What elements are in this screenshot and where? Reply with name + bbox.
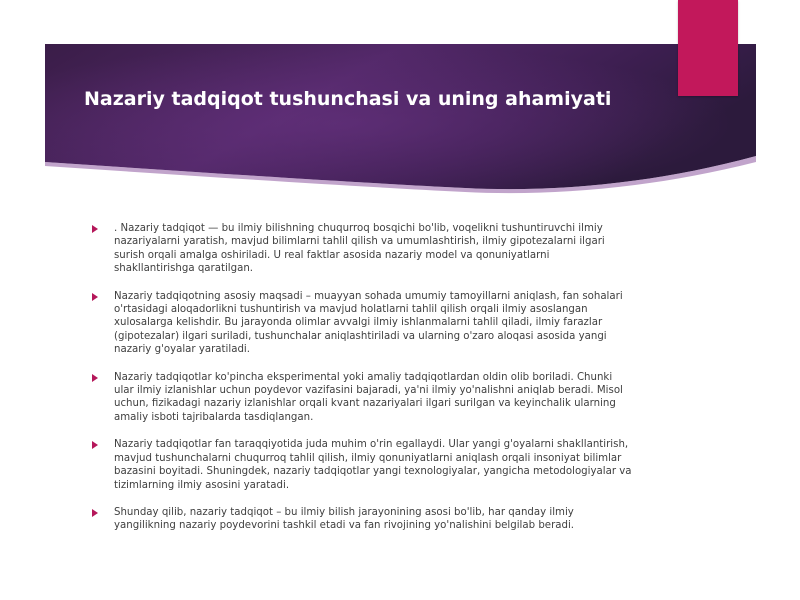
- triangle-right-icon: [92, 225, 98, 233]
- list-item-text: Nazariy tadqiqotning asosiy maqsadi – muayyan sohada umumiy tamoyillarni aniqlash, fan sohalari o'rtasidagi aloqadorlikni tushuntirish va mavjud holatlarni tahlil qilish orqali ilmiy asoslangan xulosalarga kelishdir. Bu jarayonda olimlar avvalgi ilmiy ishlanmalarni tahlil qiladi, ilmiy farazlar (gipotezalar) ilgari suriladi, tushunchalar aniqlashtiriladi va ularning o'zaro aloqasi asosida yangi nazariy g'oyalar yaratiladi.: [114, 290, 623, 356]
- list-item-text: . Nazariy tadqiqot — bu ilmiy bilishning chuqurroq bosqichi bo'lib, voqelikni tushuntiruvchi ilmiy nazariyalarni yaratish, mavjud bilimlarni tahlil qilish va umumlashtirish, ilmiy gipotezalarni ilgari surish orqali amalga oshiriladi. U real faktlar asosida nazariy model va qonuniyatlarni shakllantirishga qaratilgan.: [114, 223, 605, 275]
- triangle-right-icon: [92, 441, 98, 449]
- list-item: [92, 371, 632, 425]
- list-item-text: Nazariy tadqiqotlar fan taraqqiyotida juda muhim o'rin egallaydi. Ular yangi g'oyalarni shakllantirish, mavjud tushunchalarni chuqurroq tahlil qilish, ilmiy qonuniyatlarni aniqlash orqali insoniyat bilimlar bazasini boyitadi. Shuningdek, nazariy tadqiqotlar yangi texnologiyalar, yangicha metodologiyalar va tizimlarning ilmiy asosini yaratadi.: [114, 439, 632, 491]
- list-item: [92, 290, 632, 357]
- list-item-text: Shunday qilib, nazariy tadqiqot – bu ilmiy bilish jarayonining asosi bo'lib, har qanday ilmiy yangilikning nazariy poydevorini tashkil etadi va fan rivojining yo'nalishini belgilab beradi.: [114, 506, 575, 532]
- slide-title: Nazariy tadqiqot tushunchasi va uning ahamiyati: [84, 88, 612, 110]
- title-header-band: [45, 44, 756, 194]
- triangle-right-icon: [92, 374, 98, 382]
- bullet-list: [92, 222, 632, 547]
- header-background-shape: [45, 44, 756, 194]
- list-item-text: Nazariy tadqiqotlar ko'pincha eksperimental yoki amaliy tadqiqotlardan oldin olib boriladi. Chunki ular ilmiy izlanishlar uchun poydevor vazifasini bajaradi, ya'ni ilmiy yo'nalishni aniqlab beradi. Misol uchun, fizikadagi nazariy izlanishlar orqali kvant nazariyalari ilgari surilgan va keyinchalik ularning amaliy isboti tajribalarda tasdiqlangan.: [114, 371, 623, 423]
- list-item: [92, 438, 632, 492]
- list-item: [92, 222, 632, 276]
- triangle-right-icon: [92, 509, 98, 517]
- list-item: [92, 506, 632, 533]
- accent-tab: [678, 0, 738, 96]
- triangle-right-icon: [92, 293, 98, 301]
